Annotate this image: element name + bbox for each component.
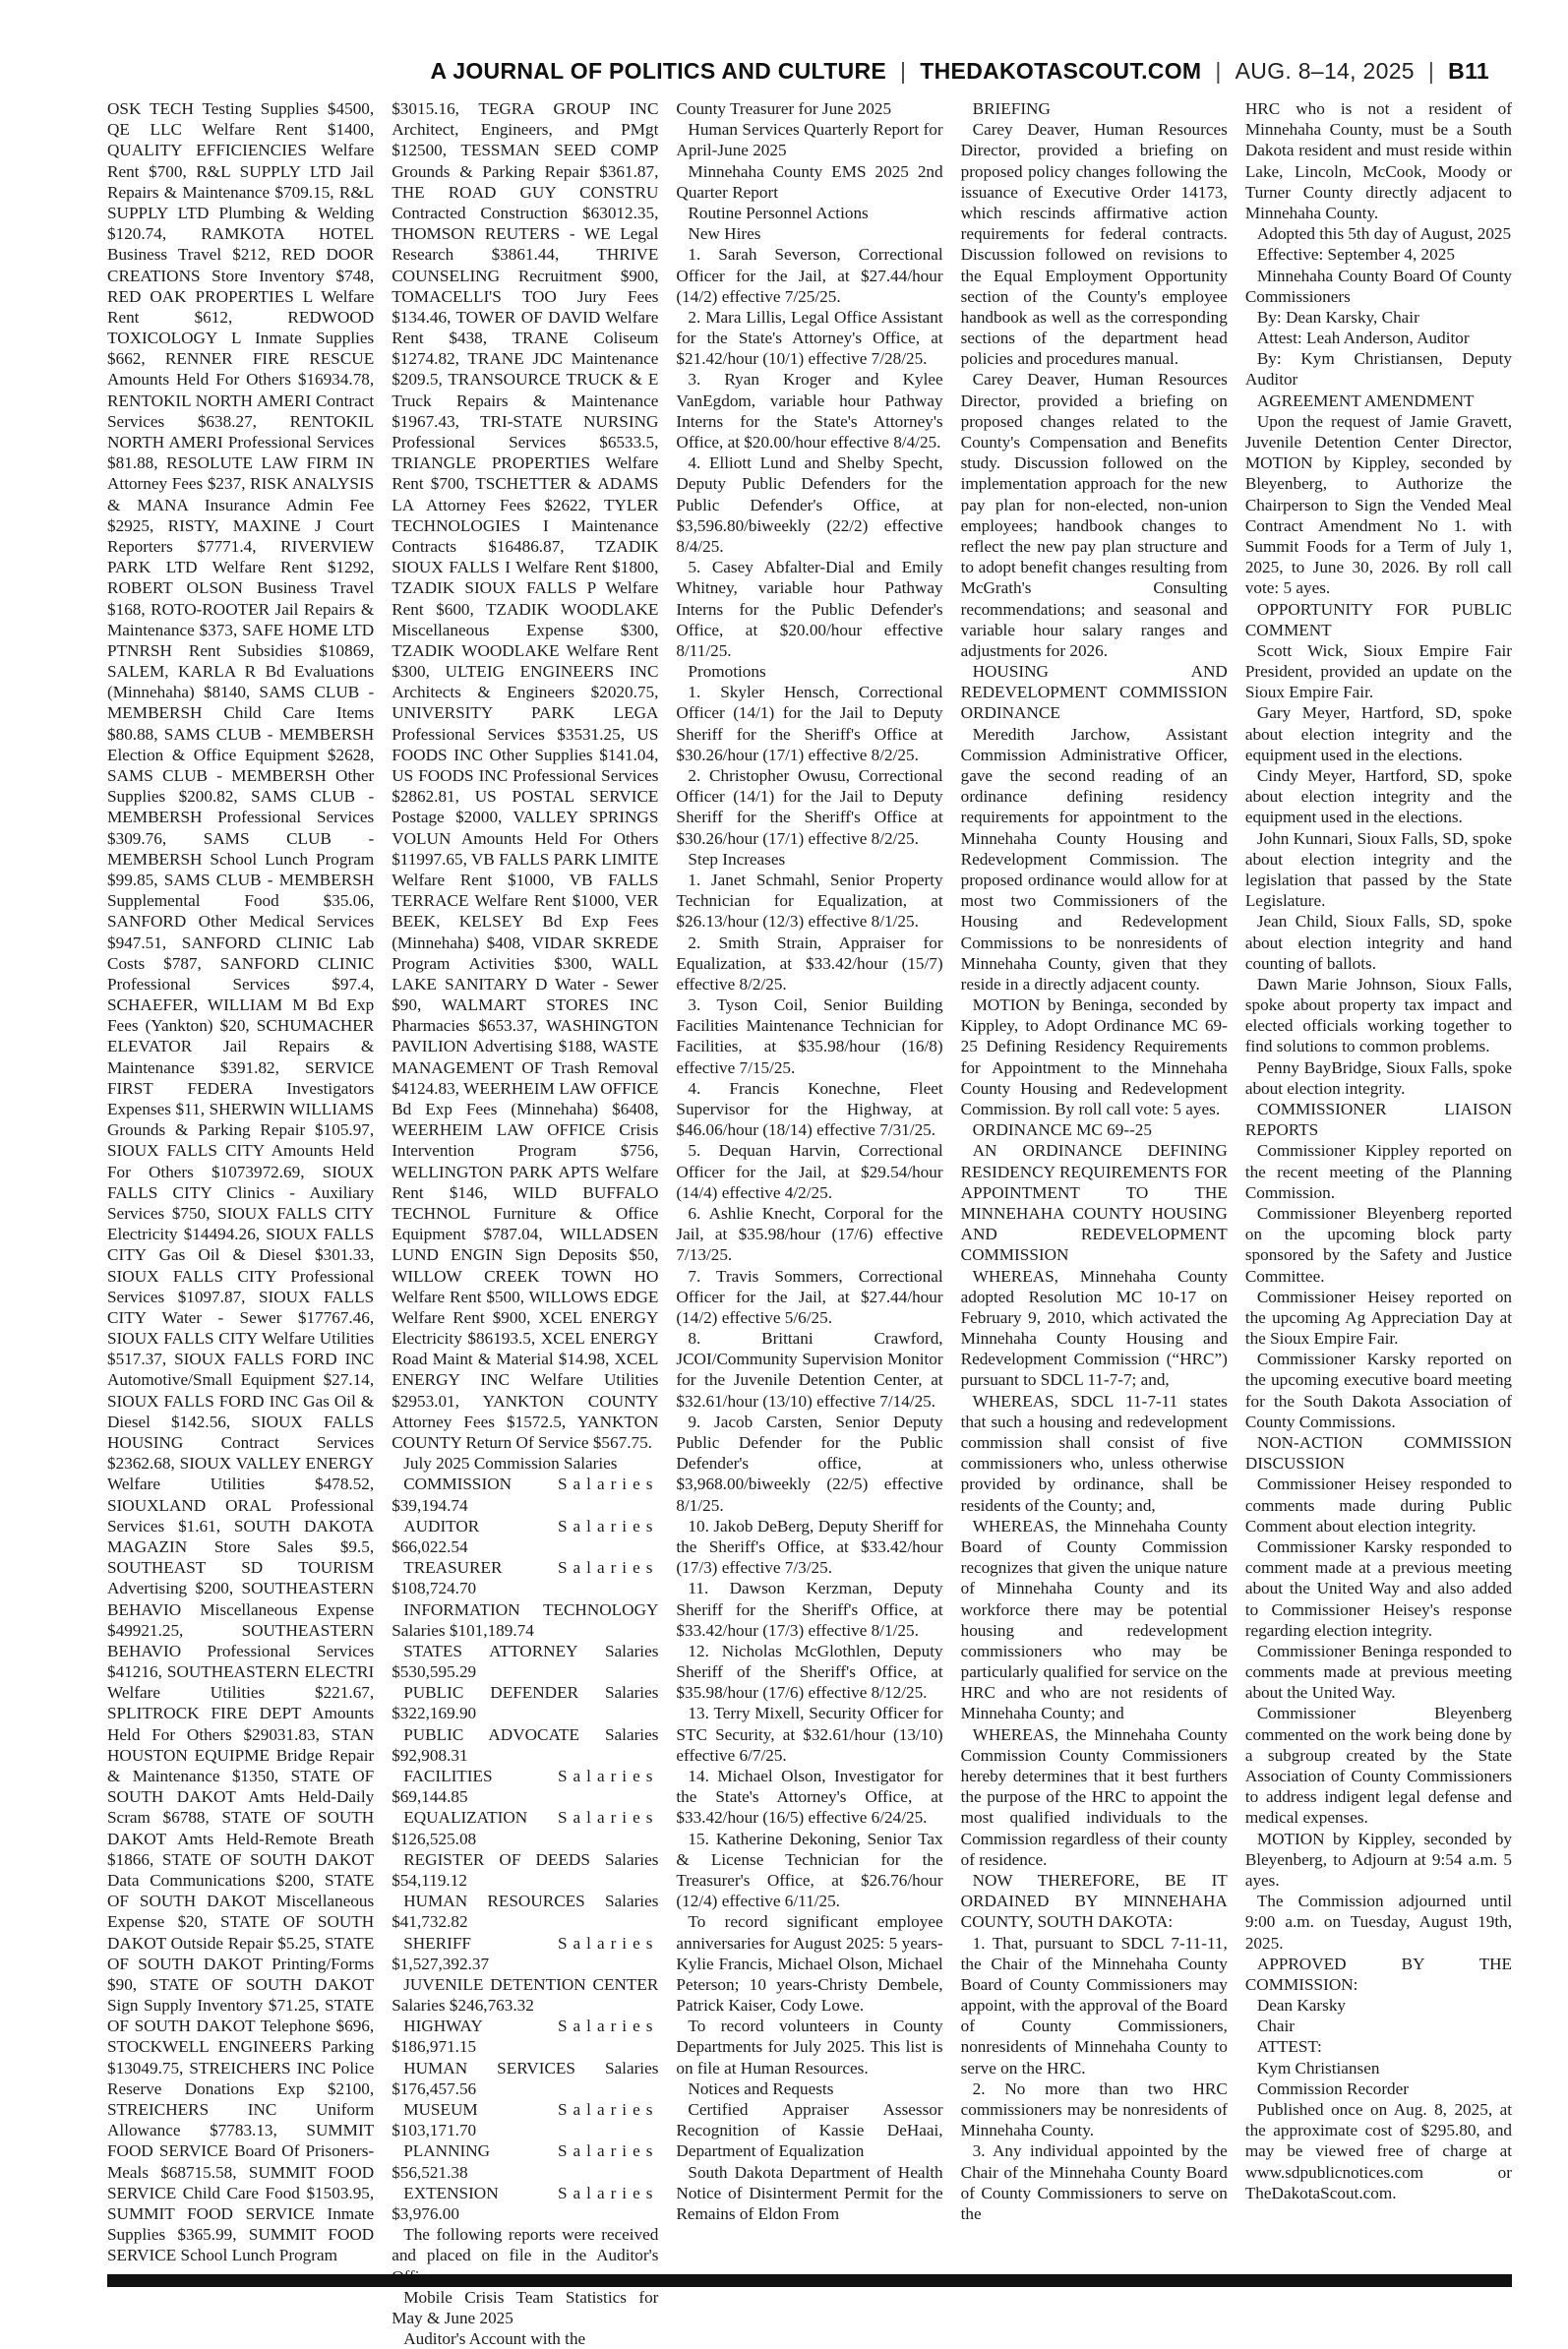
paragraph: Certified Appraiser Assessor Recognition of Kassie DeHaai, Department of Equalization [676, 2100, 943, 2161]
paragraph: John Kunnari, Sioux Falls, SD, spoke about election integrity and the legislation that passed by the State Legislature. [1244, 828, 1513, 911]
salary-amount: $103,171.70 [392, 2121, 477, 2140]
section-heading: BRIEFING [972, 99, 1051, 118]
bottom-rule [107, 2274, 1512, 2287]
section-heading: COMMISSIONER LIAISON REPORTS [1244, 1100, 1513, 1140]
header-separator: | [1427, 57, 1435, 84]
paragraph: Attest: Leah Anderson, Auditor [1256, 329, 1470, 348]
salary-amount: $186,971.15 [392, 2037, 477, 2057]
page-number: B11 [1448, 57, 1489, 84]
section-heading: Routine Personnel Actions [688, 203, 869, 222]
paragraph: 4. Elliott Lund and Shelby Specht, Deputy Public Defenders for the Public Defender's Office, at $3,596.80/biweekly (22/2) effective 8/4/25. [676, 453, 943, 556]
salary-line: PUBLIC ADVOCATE Salaries $92,908.31 [392, 1724, 659, 1765]
salary-amount: $56,521.38 [392, 2162, 468, 2182]
section-heading: Promotions [688, 662, 766, 682]
page-header [431, 51, 1490, 90]
salary-row: PLANNING Salaries [403, 2141, 659, 2161]
paragraph: Commissioner Heisey responded to comments made during Public Comment about election integrity. [1244, 1475, 1513, 1536]
paragraph: 7. Travis Sommers, Correctional Officer for the Jail, at $27.44/hour (14/2) effective 5/6/25. [676, 1266, 943, 1327]
paragraph: 6. Ashlie Knecht, Corporal for the Jail, at $35.98/hour (17/6) effective 7/13/25. [676, 1203, 943, 1265]
paragraph: HRC who is not a resident of Minnehaha County, must be a South Dakota resident and must reside within Lake, Lincoln, McCook, Moody or Turner County directly adjacent to Minnehaha County. [1244, 99, 1513, 222]
salary-row: COMMISSION Salaries [403, 1475, 659, 1494]
paragraph: 1. That, pursuant to SDCL 7-11-11, the Chair of the Minnehaha County Board of County Commissioners may appoint, with the approval of the Board of County Commissioners, nonresidents of Minnehaha County to serve on the HRC. [960, 1933, 1228, 2078]
salary-line: STATES ATTORNEY Salaries $530,595.29 [392, 1641, 659, 1682]
publication-note: Published once on Aug. 8, 2025, at the approximate cost of $295.80, and may be viewed free of charge at www.sdpublicnotices.com or TheDakotaScout.com. [1244, 2100, 1513, 2202]
signature-line: ATTEST: [1256, 2037, 1322, 2057]
salary-amount: $126,525.08 [392, 1829, 477, 1848]
legal-notice-columns [107, 98, 1513, 2349]
header-separator: | [900, 57, 907, 84]
signature-line: Commission Recorder [1256, 2078, 1410, 2098]
salary-row: TREASURER Salaries [403, 1558, 659, 1578]
salary-row: EQUALIZATION Salaries [403, 1808, 659, 1828]
salary-amount: $108,724.70 [392, 1579, 477, 1598]
salary-amount: $69,144.85 [392, 1787, 468, 1807]
paragraph: July 2025 Commission Salaries [403, 1454, 618, 1474]
paragraph: Upon the request of Jamie Gravett, Juvenile Detention Center Director, MOTION by Kippley, seconded by Bleyenberg, to Authorize the Chairperson to Sign the Vended Meal Contract Amendment No 1. with Summit Foods for a Term of July 1, 2025, to June 30, 2026. By roll call vote: 5 ayes. [1244, 411, 1513, 598]
paragraph: The following reports were received and placed on file in the Auditor's [392, 2225, 659, 2265]
paragraph: 9. Jacob Carsten, Senior Deputy Public Defender for the Public Defender's office, at $3,968.00/biweekly (22/5) effective 8/1/25. [676, 1412, 943, 1515]
salary-amount: $1,527,392.37 [392, 1954, 490, 1973]
header-separator: | [1215, 57, 1222, 84]
paragraph: 1. Skyler Hensch, Correctional Officer (14/1) for the Jail to Deputy Sheriff for the Sheriff's Office at $30.26/hour (17/1) effective 8/2/25. [676, 683, 943, 764]
paragraph: Gary Meyer, Hartford, SD, spoke about election integrity and the equipment used in the elections. [1244, 703, 1513, 764]
salary-amount: $66,022.54 [392, 1536, 468, 1556]
section-heading: Notices and Requests [688, 2078, 834, 2098]
column-4 [961, 98, 1228, 2256]
column-3 [676, 98, 942, 2256]
paragraph: 8. Brittani Crawford, JCOI/Community Supervision Monitor for the Juvenile Detention Center, at $32.61/hour (13/10) effective 7/14/25. [676, 1329, 943, 1411]
paragraph: Dawn Marie Johnson, Sioux Falls, spoke about property tax impact and elected officials working together to find solutions to common problems. [1244, 974, 1513, 1056]
column-2 [392, 98, 659, 2349]
paragraph: OSK TECH Testing Supplies $4500, QE LLC Welfare Rent $1400, QUALITY EFFICIENCIES Welfare Rent $700, R&L SUPPLY LTD Jail Repairs & Maintenance $709.15, R&L SUPPLY LTD Plumbing & Welding $120.74, RAMKOTA HOTEL Business Travel $212, RED DOOR CREATIONS Store Inventory $748, RED OAK PROPERTIES L Welfare Rent $612, REDWOOD TOXICOLOGY L Inmate Supplies $662, RENNER FIRE RESCUE Amounts Held For Others $16934.78, RENTOKIL NORTH AMERI Contract Services $638.27, RENTOKIL NORTH AMERI Professional Services $81.88, RESOLUTE LAW FIRM IN Attorney Fees $237, RISK ANALYSIS & MANA Insurance Admin Fee $2925, RISTY, MAXINE J Court Reporters $7771.4, RIVERVIEW PARK LTD Welfare Rent $1292, ROBERT OLSON Business Travel $168, ROTO-ROOTER Jail Repairs & Maintenance $373, SAFE HOME LTD PTNRSH Rent Subsidies $10869, SALEM, KARLA R Bd Evaluations (Minnehaha) $8140, SAMS CLUB - MEMBERSH Child Care Items $80.88, SAMS CLUB - MEMBERSH Election & Office Equipment $2628, SAMS CLUB - MEMBERSH Other Supplies $200.82, SAMS CLUB - MEMBERSH Professional Services $309.76, SAMS CLUB - MEMBERSH School Lunch Program $99.85, SAMS CLUB - MEMBERSH Supplemental Food $35.06, SANFORD Other Medical Services $947.51, SANFORD CLINIC Lab Costs $787, SANFORD CLINIC Professional Services $97.4, SCHAEFER, WILLIAM M Bd Exp Fees (Yankton) $20, SCHUMACHER ELEVATOR Jail Repairs & Maintenance $391.82, SERVICE FIRST FEDERA Investigators Expenses $11, SHERWIN WILLIAMS Grounds & Parking Repair $105.97, SIOUX FALLS CITY Amounts Held For Others $1073972.69, SIOUX FALLS CITY Clinics - Auxiliary Services $750, SIOUX FALLS CITY Electricity $14494.26, SIOUX FALLS CITY Gas Oil & Diesel $301.33, SIOUX FALLS CITY Professional Services $1097.87, SIOUX FALLS CITY Water - Sewer $17767.46, SIOUX FALLS CITY Welfare Utilities $517.37, SIOUX FALLS FORD INC Automotive/Small Equipment $27.14, SIOUX FALLS FORD INC Gas Oil & Diesel $142.56, SIOUX FALLS HOUSING Contract Services $2362.68, SIOUX VALLEY ENERGY Welfare Utilities $478.52, SIOUXLAND ORAL Professional Services $1.61, SOUTH DAKOTA MAGAZIN Store Sales $9.5, SOUTHEAST SD TOURISM Advertising $200, SOUTHEASTERN BEHAVIO Miscellaneous Expense $49921.25, SOUTHEASTERN BEHAVIO Professional Services $41216, SOUTHEASTERN ELECTRI Welfare Utilities $221.67, SPLITROCK FIRE DEPT Amounts Held For Others $29031.83, STAN HOUSTON EQUIPME Bridge Repair & Maintenance $1350, STATE OF SOUTH DAKOT Amts Held-Daily Scram $6788, STATE OF SOUTH DAKOT Amts Held-Remote Breath $1866, STATE OF SOUTH DAKOT Data Communications $200, STATE OF SOUTH DAKOT Miscellaneous Expense $20, STATE OF SOUTH DAKOT Outside Repair $5.25, STATE OF SOUTH DAKOT Printing/Forms $90, STATE OF SOUTH DAKOT Sign Supply Inventory $71.25, STATE OF SOUTH DAKOT Telephone $696, STOCKWELL ENGINEERS Parking $13049.75, STREICHERS INC Police Reserve Donations Exp $2100, STREICHERS INC Uniform Allowance $7783.13, SUMMIT FOOD SERVICE Board Of Prisoners-Meals $68715.58, SUMMIT FOOD SERVICE Child Care Food $1503.95, SUMMIT FOOD SERVICE Inmate Supplies $365.99, SUMMIT FOOD SERVICE School Lunch Program [107, 99, 375, 2265]
paragraph: APPROVED BY THE COMMISSION: [1244, 1954, 1513, 1994]
salary-line: HUMAN RESOURCES Salaries $41,732.82 [392, 1892, 659, 1932]
salary-amount: $3,976.00 [392, 2203, 459, 2223]
paragraph: To record significant employee anniversaries for August 2025: 5 years-Kylie Francis, Michael Olson, Michael Peterson; 10 years-Christy Dembele, Patrick Kaiser, Cody Lowe. [676, 1912, 943, 2016]
section-heading: Step Increases [688, 849, 786, 869]
salary-line: INFORMATION TECHNOLOGY Salaries $101,189.74 [392, 1599, 659, 1640]
paragraph: 2. Smith Strain, Appraiser for Equalization, at $33.42/hour (15/7) effective 8/2/25. [676, 933, 943, 994]
paragraph: By: Dean Karsky, Chair [1256, 307, 1419, 327]
paragraph: By: Kym Christiansen, Deputy Auditor [1244, 349, 1513, 390]
paragraph: Commissioner Bleyenberg reported on the upcoming block party sponsored by the Safety and Justice Committee. [1244, 1203, 1513, 1286]
issue-date: AUG. 8–14, 2025 [1235, 57, 1415, 84]
paragraph: 2. Christopher Owusu, Correctional Officer (14/1) for the Jail to Deputy Sheriff for the Sheriff's Office at $30.26/hour (17/1) effective 8/2/25. [676, 766, 943, 848]
section-heading: AN ORDINANCE DEFINING RESIDENCY REQUIREMENTS FOR APPOINTMENT TO THE MINNEHAHA COUNTY HOUSING AND REDEVELOPMENT COMMISSION [960, 1141, 1228, 1265]
paragraph: NOW THEREFORE, BE IT ORDAINED BY MINNEHAHA COUNTY, SOUTH DAKOTA: [960, 1870, 1228, 1932]
paragraph: 3. Ryan Kroger and Kylee VanEgdom, variable hour Pathway Interns for the State's Attorney's Office, at $20.00/hour effective 8/4/25. [676, 370, 943, 452]
paragraph: 5. Casey Abfalter-Dial and Emily Whitney, variable hour Pathway Interns for the Public Defender's Office, at $20.00/hour effective 8/11/25. [676, 558, 943, 660]
paragraph: 13. Terry Mixell, Security Officer for STC Security, at $32.61/hour (13/10) effective 6/7/25. [676, 1704, 943, 1765]
paragraph: Jean Child, Sioux Falls, SD, spoke about election integrity and hand counting of ballots. [1244, 912, 1513, 973]
salary-amount: $39,194.74 [392, 1495, 468, 1515]
site-url: THEDAKOTASCOUT.COM [920, 57, 1202, 84]
paragraph: 3. Tyson Coil, Senior Building Facilities Maintenance Technician for Facilities, at $35.98/hour (16/8) effective 7/15/25. [676, 995, 943, 1077]
paragraph: Commissioner Heisey reported on the upcoming Ag Appreciation Day at the Sioux Empire Fair. [1244, 1287, 1513, 1349]
salary-row: SHERIFF Salaries [403, 1933, 659, 1953]
paragraph: South Dakota Department of Health Notice of Disinterment Permit for the Remains of Eldon From [676, 2162, 943, 2223]
paragraph: Cindy Meyer, Hartford, SD, spoke about election integrity and the equipment used in the elections. [1244, 766, 1513, 827]
section-heading: AGREEMENT AMENDMENT [1256, 391, 1475, 410]
paragraph: $3015.16, TEGRA GROUP INC Architect, Engineers, and PMgt $12500, TESSMAN SEED COMP Grounds & Parking Repair $361.87, THE ROAD GUY CONSTRU Contracted Construction $63012.35, THOMSON REUTERS - WE Legal Research $3861.44, THRIVE COUNSELING Recruitment $900, TOMACELLI'S TOO Jury Fees $134.46, TOWER OF DAVID Welfare Rent $438, TRANE Coliseum $1274.82, TRANE JDC Maintenance $209.5, TRANSOURCE TRUCK & E Truck Repairs & Maintenance $1967.43, TRI-STATE NURSING Professional Services $6533.5, TRIANGLE PROPERTIES Welfare Rent $700, TSCHETTER & ADAMS LA Attorney Fees $2622, TYLER TECHNOLOGIES I Maintenance Contracts $16486.87, TZADIK SIOUX FALLS I Welfare Rent $1800, TZADIK SIOUX FALLS P Welfare Rent $600, TZADIK WOODLAKE Miscellaneous Expense $300, TZADIK WOODLAKE Welfare Rent $300, ULTEIG ENGINEERS INC Architects & Engineers $2020.75, UNIVERSITY PARK LEGA Professional Services $3531.25, US FOODS INC Other Supplies $141.04, US FOODS INC Professional Services $2862.81, US POSTAL SERVICE Postage $2000, VALLEY SPRINGS VOLUN Amounts Held For Others $11997.65, VB FALLS PARK LIMITE Welfare Rent $1000, VB FALLS TERRACE Welfare Rent $1000, VER BEEK, KELSEY Bd Exp Fees (Minnehaha) $408, VIDAR SKREDE Program Activities $300, WALL LAKE SANITARY D Water - Sewer $90, WALMART STORES INC Pharmacies $653.37, WASHINGTON PAVILION Advertising $188, WASTE MANAGEMENT OF Trash Removal $4124.83, WEERHEIM LAW OFFICE Bd Exp Fees (Minnehaha) $6408, WEERHEIM LAW OFFICE Crisis Intervention Program $756, WELLINGTON PARK APTS Welfare Rent $146, WILD BUFFALO TECHNOL Furniture & Office Equipment $787.04, WILLADSEN LUND ENGIN Sign Deposits $50, WILLOW CREEK TOWN HO Welfare Rent $500, WILLOWS EDGE Welfare Rent $900, XCEL ENERGY Electricity $86193.5, XCEL ENERGY Road Maint & Material $14.98, XCEL ENERGY INC Welfare Utilities $2953.01, YANKTON COUNTY Attorney Fees $1572.5, YANKTON COUNTY Return Of Service $567.75. [392, 99, 659, 1452]
paragraph: Carey Deaver, Human Resources Director, provided a briefing on proposed policy changes following the issuance of Executive Order 14173, which rescinds affirmative action requirements for federal contracts. Discussion followed on revisions to the Equal Employment Opportunity section of the County's employee handbook as well as the corresponding sections of the department head policies and procedures manual. [960, 120, 1228, 369]
paragraph: Carey Deaver, Human Resources Director, provided a briefing on proposed changes related to the County's Compensation and Benefits study. Discussion followed on the implementation approach for the new pay plan for non-elected, non-union employees; handbook changes to reflect the new pay plan structure and to adopt benefit changes resulting from McGrath's Consulting recommendations; and seasonal and variable hour salary ranges and adjustments for 2026. [960, 370, 1228, 660]
paragraph: Commissioner Bleyenberg commented on the work being done by a subgroup created by the State Association of County Commissioners to address indigent legal defense and medical expenses. [1244, 1704, 1513, 1828]
column-1 [107, 98, 375, 2265]
paragraph: Minnehaha County Board Of County Commissioners [1244, 266, 1513, 306]
paragraph: The Commission adjourned until 9:00 a.m. on Tuesday, August 19th, 2025. [1244, 1892, 1513, 1953]
paragraph: To record volunteers in County Departments for July 2025. This list is on file at Human Resources. [676, 2017, 943, 2078]
paragraph: WHEREAS, the Minnehaha County Commission County Commissioners hereby determines that it best furthers the purpose of the HRC to appoint the most qualified individuals to the Commission regardless of their county of residence. [960, 1724, 1228, 1869]
paragraph: MOTION by Beninga, seconded by Kippley, to Adopt Ordinance MC 69-25 Defining Residency Requirements for Appointment to the Minnehaha County Housing and Redevelopment Commission. By roll call vote: 5 ayes. [960, 995, 1228, 1118]
paragraph: 12. Nicholas McGlothlen, Deputy Sheriff of the Sheriff's Office, at $35.98/hour (17/6) effective 8/12/25. [676, 1641, 943, 1703]
paragraph: Scott Wick, Sioux Empire Fair President, provided an update on the Sioux Empire Fair. [1244, 640, 1513, 702]
salary-line: PUBLIC DEFENDER Salaries $322,169.90 [392, 1683, 659, 1723]
section-heading: HOUSING AND REDEVELOPMENT COMMISSION ORDINANCE [960, 662, 1228, 723]
paragraph: Adopted this 5th day of August, 2025 [1256, 224, 1512, 244]
salary-row: AUDITOR Salaries [403, 1516, 659, 1536]
paragraph: Effective: September 4, 2025 [1256, 245, 1455, 265]
section-heading: NON-ACTION COMMISSION DISCUSSION [1244, 1433, 1513, 1474]
salary-line: HUMAN SERVICES Salaries $176,457.56 [392, 2058, 659, 2098]
signature-line: Kym Christiansen [1256, 2058, 1380, 2078]
paragraph: Penny BayBridge, Sioux Falls, spoke about election integrity. [1244, 1057, 1513, 1098]
paragraph: Mobile Crisis Team Statistics for May & June 2025 [392, 2287, 659, 2327]
paragraph: 3. Any individual appointed by the Chair of the Minnehaha County Board of County Commissioners to serve on the [960, 2141, 1228, 2223]
paragraph: County Treasurer for June 2025 [676, 99, 892, 118]
paragraph: Meredith Jarchow, Assistant Commission Administrative Officer, gave the second reading of an ordinance defining residency requirements for appointment to the Minnehaha County Housing and Redevelopment Commission. The proposed ordinance would allow for at most two Commissioners of the Housing and Redevelopment Commissions to be nonresidents of Minnehaha County, given that they reside in a directly adjacent county. [960, 724, 1228, 994]
paragraph: Minnehaha County EMS 2025 2nd Quarter Report [676, 161, 943, 202]
paragraph: 4. Francis Konechne, Fleet Supervisor for the Highway, at $46.06/hour (18/14) effective 7/31/25. [676, 1078, 943, 1140]
paragraph: 5. Dequan Harvin, Correctional Officer for the Jail, at $29.54/hour (14/4) effective 4/2/25. [676, 1141, 943, 1202]
paragraph: 1. Janet Schmahl, Senior Property Technician for Equalization, at $26.13/hour (12/3) effective 8/1/25. [676, 870, 943, 932]
paragraph: 2. No more than two HRC commissioners may be nonresidents of Minnehaha County. [960, 2078, 1228, 2140]
section-heading: OPPORTUNITY FOR PUBLIC COMMENT [1244, 599, 1513, 639]
paragraph: 1. Sarah Severson, Correctional Officer for the Jail, at $27.44/hour (14/2) effective 7/25/25. [676, 245, 943, 306]
paragraph: Commissioner Beninga responded to comments made at previous meeting about the United Way. [1244, 1641, 1513, 1703]
salary-row: HIGHWAY Salaries [403, 2017, 659, 2036]
section-heading: ORDINANCE MC 69--25 [972, 1120, 1152, 1140]
paragraph: WHEREAS, SDCL 11-7-11 states that such a housing and redevelopment commission shall consist of five commissioners who, unless otherwise provided by ordinance, shall be residents of the County; and, [960, 1391, 1228, 1515]
paragraph: Human Services Quarterly Report for April-June 2025 [676, 120, 943, 160]
paragraph: Auditor's Account with the [403, 2329, 586, 2349]
salary-row: FACILITIES Salaries [403, 1767, 659, 1785]
paragraph: 10. Jakob DeBerg, Deputy Sheriff for the Sheriff's Office, at $33.42/hour (17/3) effective 7/3/25. [676, 1516, 943, 1578]
journal-tagline: A JOURNAL OF POLITICS AND CULTURE [430, 57, 887, 84]
salary-line: JUVENILE DETENTION CENTER Salaries $246,763.32 [392, 1974, 659, 2016]
section-heading: New Hires [688, 224, 761, 244]
paragraph: 14. Michael Olson, Investigator for the State's Attorney's Office, at $33.42/hour (16/5) effective 6/24/25. [676, 1767, 943, 1828]
signature-line: Dean Karsky [1256, 1996, 1347, 2016]
paragraph: Commissioner Karsky responded to comment made at a previous meeting about the United Way and also added to Commissioner Heisey's response regarding election integrity. [1244, 1536, 1513, 1640]
signature-line: Chair [1256, 2017, 1295, 2036]
paragraph: 11. Dawson Kerzman, Deputy Sheriff for the Sheriff's Office, at $33.42/hour (17/3) effective 8/1/25. [676, 1579, 943, 1640]
salary-row: EXTENSION Salaries [403, 2183, 659, 2202]
paragraph: WHEREAS, Minnehaha County adopted Resolution MC 10-17 on February 9, 2010, which activated the Minnehaha County Housing and Redevelopment Commission (“HRC”) pursuant to SDCL 11-7-7; and, [960, 1266, 1228, 1390]
salary-row: MUSEUM Salaries [403, 2100, 659, 2119]
paragraph: 15. Katherine Dekoning, Senior Tax & License Technician for the Treasurer's Office, at $26.76/hour (12/4) effective 6/11/25. [676, 1829, 943, 1911]
paragraph: Commissioner Karsky reported on the upcoming executive board meeting for the South Dakota Association of County Commissions. [1244, 1350, 1513, 1431]
paragraph: MOTION by Kippley, seconded by Bleyenberg, to Adjourn at 9:54 a.m. 5 ayes. [1244, 1829, 1513, 1890]
paragraph: WHEREAS, the Minnehaha County Board of County Commission recognizes that given the unique nature of Minnehaha County and its workforce there may be potential housing and redevelopment commissioners who may be particularly qualified for service on the HRC and who are not residents of Minnehaha County; and [960, 1516, 1228, 1723]
paragraph: 2. Mara Lillis, Legal Office Assistant for the State's Attorney's Office, at $21.42/hour (10/1) effective 7/28/25. [676, 307, 943, 369]
paragraph: Commissioner Kippley reported on the recent meeting of the Planning Commission. [1244, 1141, 1513, 1202]
salary-line: REGISTER OF DEEDS Salaries $54,119.12 [392, 1849, 659, 1890]
column-5 [1245, 98, 1512, 2256]
